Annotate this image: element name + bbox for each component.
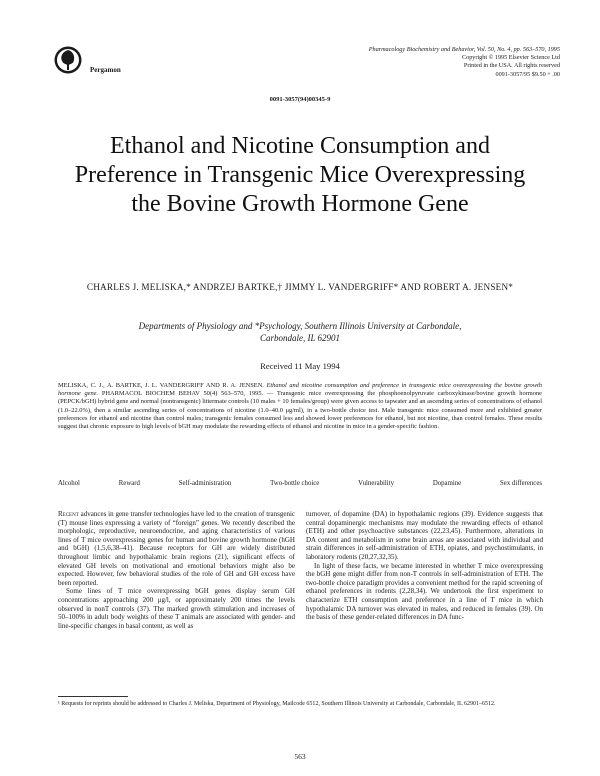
journal-citation-line: Pharmacology Biochemistry and Behavior, Vol. 50, No. 4, pp. 563–570, 1995: [368, 46, 560, 53]
footnote: ¹ Requests for reprints should be addressed to Charles J. Meliska, Department of Physiology, Mailcode 6512, Southern Illinois University at Carbondale, Carbondale, IL 62901–6512.: [58, 701, 496, 707]
received-date: Received 11 May 1994: [260, 361, 340, 371]
affiliation-line: Departments of Physiology and *Psychology, Southern Illinois University at Carbondale,: [138, 321, 462, 331]
issn-price-line: 0091-3057/95 $9.50 + .00: [495, 70, 560, 78]
keywords: [58, 480, 542, 487]
abstract: [58, 382, 542, 431]
page-number: 563: [294, 752, 306, 761]
abstract-citation-title: Ethanol and nicotine consumption and preference in transgenic mice overexpressing the bovine growth hormone gene.: [58, 382, 542, 398]
body-paragraph: [58, 510, 295, 587]
body-column-right: [306, 510, 543, 622]
copyright-line: Copyright © 1995 Elsevier Science Ltd: [461, 54, 560, 62]
keyword: Vulnerability: [358, 480, 394, 487]
keyword: Reward: [118, 480, 140, 487]
journal-info: [300, 46, 560, 79]
keyword: Alcohol: [58, 480, 80, 487]
article-identifier: 0091-3057(94)00345-9: [269, 96, 331, 103]
keyword: Dopamine: [432, 480, 462, 487]
article-title: Ethanol and Nicotine Consumption and Preference in Transgenic Mice Overexpressing the Bovine Growth Hormone Gene: [74, 133, 526, 217]
body-column-left: [58, 510, 295, 630]
keyword: Self-administration: [178, 480, 232, 487]
body-paragraph: In light of these facts, we became interested in whether T mice overexpressing the bGH gene might differ from non-T controls in self-administration of ETH. The two-bottle choice paradigm provides a convenient method for the rapid screening of ethanol preferences in rodents (2,28,34). We undertook the first experiment to characterize ETH consumption and preference in a line of T mice in which hypothalamic DA turnover was elevated in males, and reduced in females (39). On the basis of these gender-related differences in DA func-: [306, 561, 543, 622]
body-paragraph: Some lines of T mice overexpressing bGH genes display serum GH concentrations approaching 200 μg/l, or approximately 200 times the levels observed in nonT controls (37). The marked growth stimulation and increases of 50–100% in adult body weights of these T animals are associated with gender- and line-specific changes in basal content, as well as: [58, 587, 295, 630]
affiliation: [60, 320, 540, 344]
abstract-body: — Transgenic mice overexpressing the phosphoenolpyruvate carboxykinase/bovine growth hormone (PEPCK/bGH) hybrid gene and normal (nontransgenic) littermate controls (10 males + 10 females/group) were given access to tapwater and an ascending series of concentrations of ethanol (1.0–22.0%), then a similar ascending series of concentrations of nicotine (1.0–40.0 μg/ml), in a two-bottle choice test. Male transgenic mice consumed more and exhibited greater preferences for ethanol and nicotine than control males; transgenic females consumed less and showed lower preferences for ethanol, but not nicotine, than control females. These results suggest that chronic exposure to high levels of bGH may modulate the rewarding effects of ethanol and nicotine in mice in a gender-specific fashion.: [58, 390, 542, 431]
affiliation-line: Carbondale, IL 62901: [259, 333, 341, 343]
pergamon-tree-logo: [53, 45, 83, 75]
keyword: Two-bottle choice: [270, 480, 320, 487]
body-text: advances in gene transfer technologies have led to the creation of transgenic (T) mouse lines expressing a variety of “foreign” genes. We recently described the morphologic, reproductive, neuroendocrine, and aging characteristics of various lines of T mice overexpressing genes for human and bovine growth hormone (hGH and bGH) (1,5,6,38–41). Because receptors for GH are widely distributed throughout limbic and hypothalamic brain regions (21), significant effects of elevated GH levels on motivational and emotional behaviors might also be expected. However, few behavioral studies of the role of GH and GH excess have been reported.: [58, 510, 296, 587]
abstract-citation-authors: MELISKA, C. J., A. BARTKE, J. L. VANDERGRIFF AND R. A. JENSEN.: [58, 382, 264, 389]
publisher-name: Pergamon: [90, 66, 121, 74]
lead-word: Recent: [58, 510, 79, 518]
footnote-divider: [58, 696, 128, 697]
keyword: Sex differences: [500, 480, 542, 487]
body-paragraph: turnover, of dopamine (DA) in hypothalamic regions (39). Evidence suggests that central dopaminergic mechanisms may modulate the rewarding effects of ethanol (ETH) and other psychoactive substances (22,23,45). Furthermore, alterations in DA content and metabolism in some brain areas are associated with individual and strain differences in self-administration of ETH, opiates, and psychostimulants, in laboratory rodents (20,27,32,35).: [306, 510, 543, 561]
printed-line: Printed in the USA. All rights reserved: [463, 62, 560, 70]
author-list: CHARLES J. MELISKA,* ANDRZEJ BARTKE,† JIMMY L. VANDERGRIFF* AND ROBERT A. JENSEN*: [86, 282, 514, 292]
abstract-citation-source: PHARMACOL BIOCHEM BEHAV 50(4) 563–570, 1995.: [101, 390, 264, 398]
